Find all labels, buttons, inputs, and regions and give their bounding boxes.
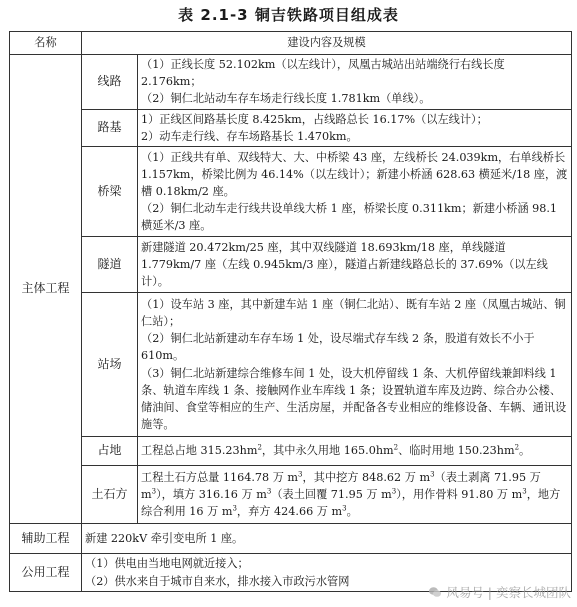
- table-row: [10, 147, 572, 237]
- item-desc-tunnel: 新建隧道 20.472km/25 座，其中双线隧道 18.693km/18 座，单线隧道 1.779km/7 座（左线 0.945km/3 座），隧道占新建线路总长的 37.69%（以左线计）。: [138, 237, 572, 293]
- item-name-bridge: 桥梁: [82, 147, 138, 237]
- item-desc-line: （1）正线长度 52.102km（以左线计），凤凰古城站出站端绕行右线长度 2.176km； （2）铜仁北站动车存车场走行线长度 1.781km（单线）。: [138, 55, 572, 110]
- header-content: 建设内容及规模: [82, 32, 572, 55]
- item-desc-bridge: （1）正线共有单、双线特大、大、中桥梁 43 座，左线桥长 24.039km，右单线桥长 1.157km，桥梁比例为 46.14%（以左线计）；新建小桥涵 628.63 横延米/18 座，渡槽 0.18km/2 座。 （2）铜仁北动车走行线共设单线大桥 1 座，桥梁长度 0.311km；新建小桥涵 98.1 横延米/3 座。: [138, 147, 572, 237]
- table-header-row: [10, 32, 572, 55]
- table-row: [10, 524, 572, 554]
- item-name-station: 站场: [82, 293, 138, 437]
- table-row: [10, 109, 572, 146]
- item-name-earthwork: 土石方: [82, 466, 138, 524]
- project-composition-table: [9, 31, 572, 592]
- item-desc-land: 工程总占地 $315.23hm^2$，其中永久用地 $165.0hm^2$、临时用地 $150.23hm^2$。: [138, 437, 572, 466]
- item-desc-subgrade: 1）正线区间路基长度 8.425km，占线路总长 16.17%（以左线计）； 2）动车走行线、存车场路基长 1.470km。: [138, 109, 572, 146]
- item-name-tunnel: 隧道: [82, 237, 138, 293]
- table-row: [10, 466, 572, 524]
- table-title: 表 2.1-3 铜吉铁路项目组成表: [178, 6, 399, 24]
- table-row: [10, 437, 572, 466]
- table-row: [10, 55, 572, 110]
- category-public: 公用工程: [10, 554, 82, 592]
- wechat-icon: [428, 585, 442, 599]
- table-row: [10, 293, 572, 437]
- item-desc-station: （1）设车站 3 座，其中新建车站 1 座（铜仁北站）、既有车站 2 座（凤凰古城站、铜仁站）； （2）铜仁北站新建动车存车场 1 处，设尽端式存车线 2 条，股道有效长不小于 610m。 （3）铜仁北站新建综合维修车间 1 处，设大机停留线 1 条、大机停留线兼卸料线 1 条、轨道车库线 1 条、接触网作业车库线 1 条；设置轨道车库及边跨、综合办公楼、储油间、食堂等相应的生产、生活房屋，并配备各专业相应的维修设备、车辆、通讯设施等。: [138, 293, 572, 437]
- auxiliary-desc: 新建 220kV 牵引变电所 1 座。: [82, 524, 572, 554]
- item-name-line: 线路: [82, 55, 138, 110]
- item-desc-earthwork: 工程土石方总量 1164.78 万 $m^3$，其中挖方 848.62 万 $m^3$（表土剥离 71.95 万 $m^3$），填方 316.16 万 $m^3$（表土回覆 71.95 万 $m^3$），用作骨料 91.80 万 $m^3$，地方综合利用 16 万 $m^3$，弃方 424.66 万 $m^3$。: [138, 466, 572, 524]
- watermark: [428, 581, 571, 603]
- category-auxiliary: 辅助工程: [10, 524, 82, 554]
- header-name: 名称: [10, 32, 82, 55]
- table-row: [10, 237, 572, 293]
- item-name-land: 占地: [82, 437, 138, 466]
- item-name-subgrade: 路基: [82, 109, 138, 146]
- category-main: 主体工程: [10, 55, 82, 524]
- public-desc: （1）供电由当地电网就近接入； （2）供水来自于城市自来水，排水接入市政污水管网: [82, 554, 572, 592]
- watermark-text: 风易号 | 奕察长城团队: [446, 585, 571, 600]
